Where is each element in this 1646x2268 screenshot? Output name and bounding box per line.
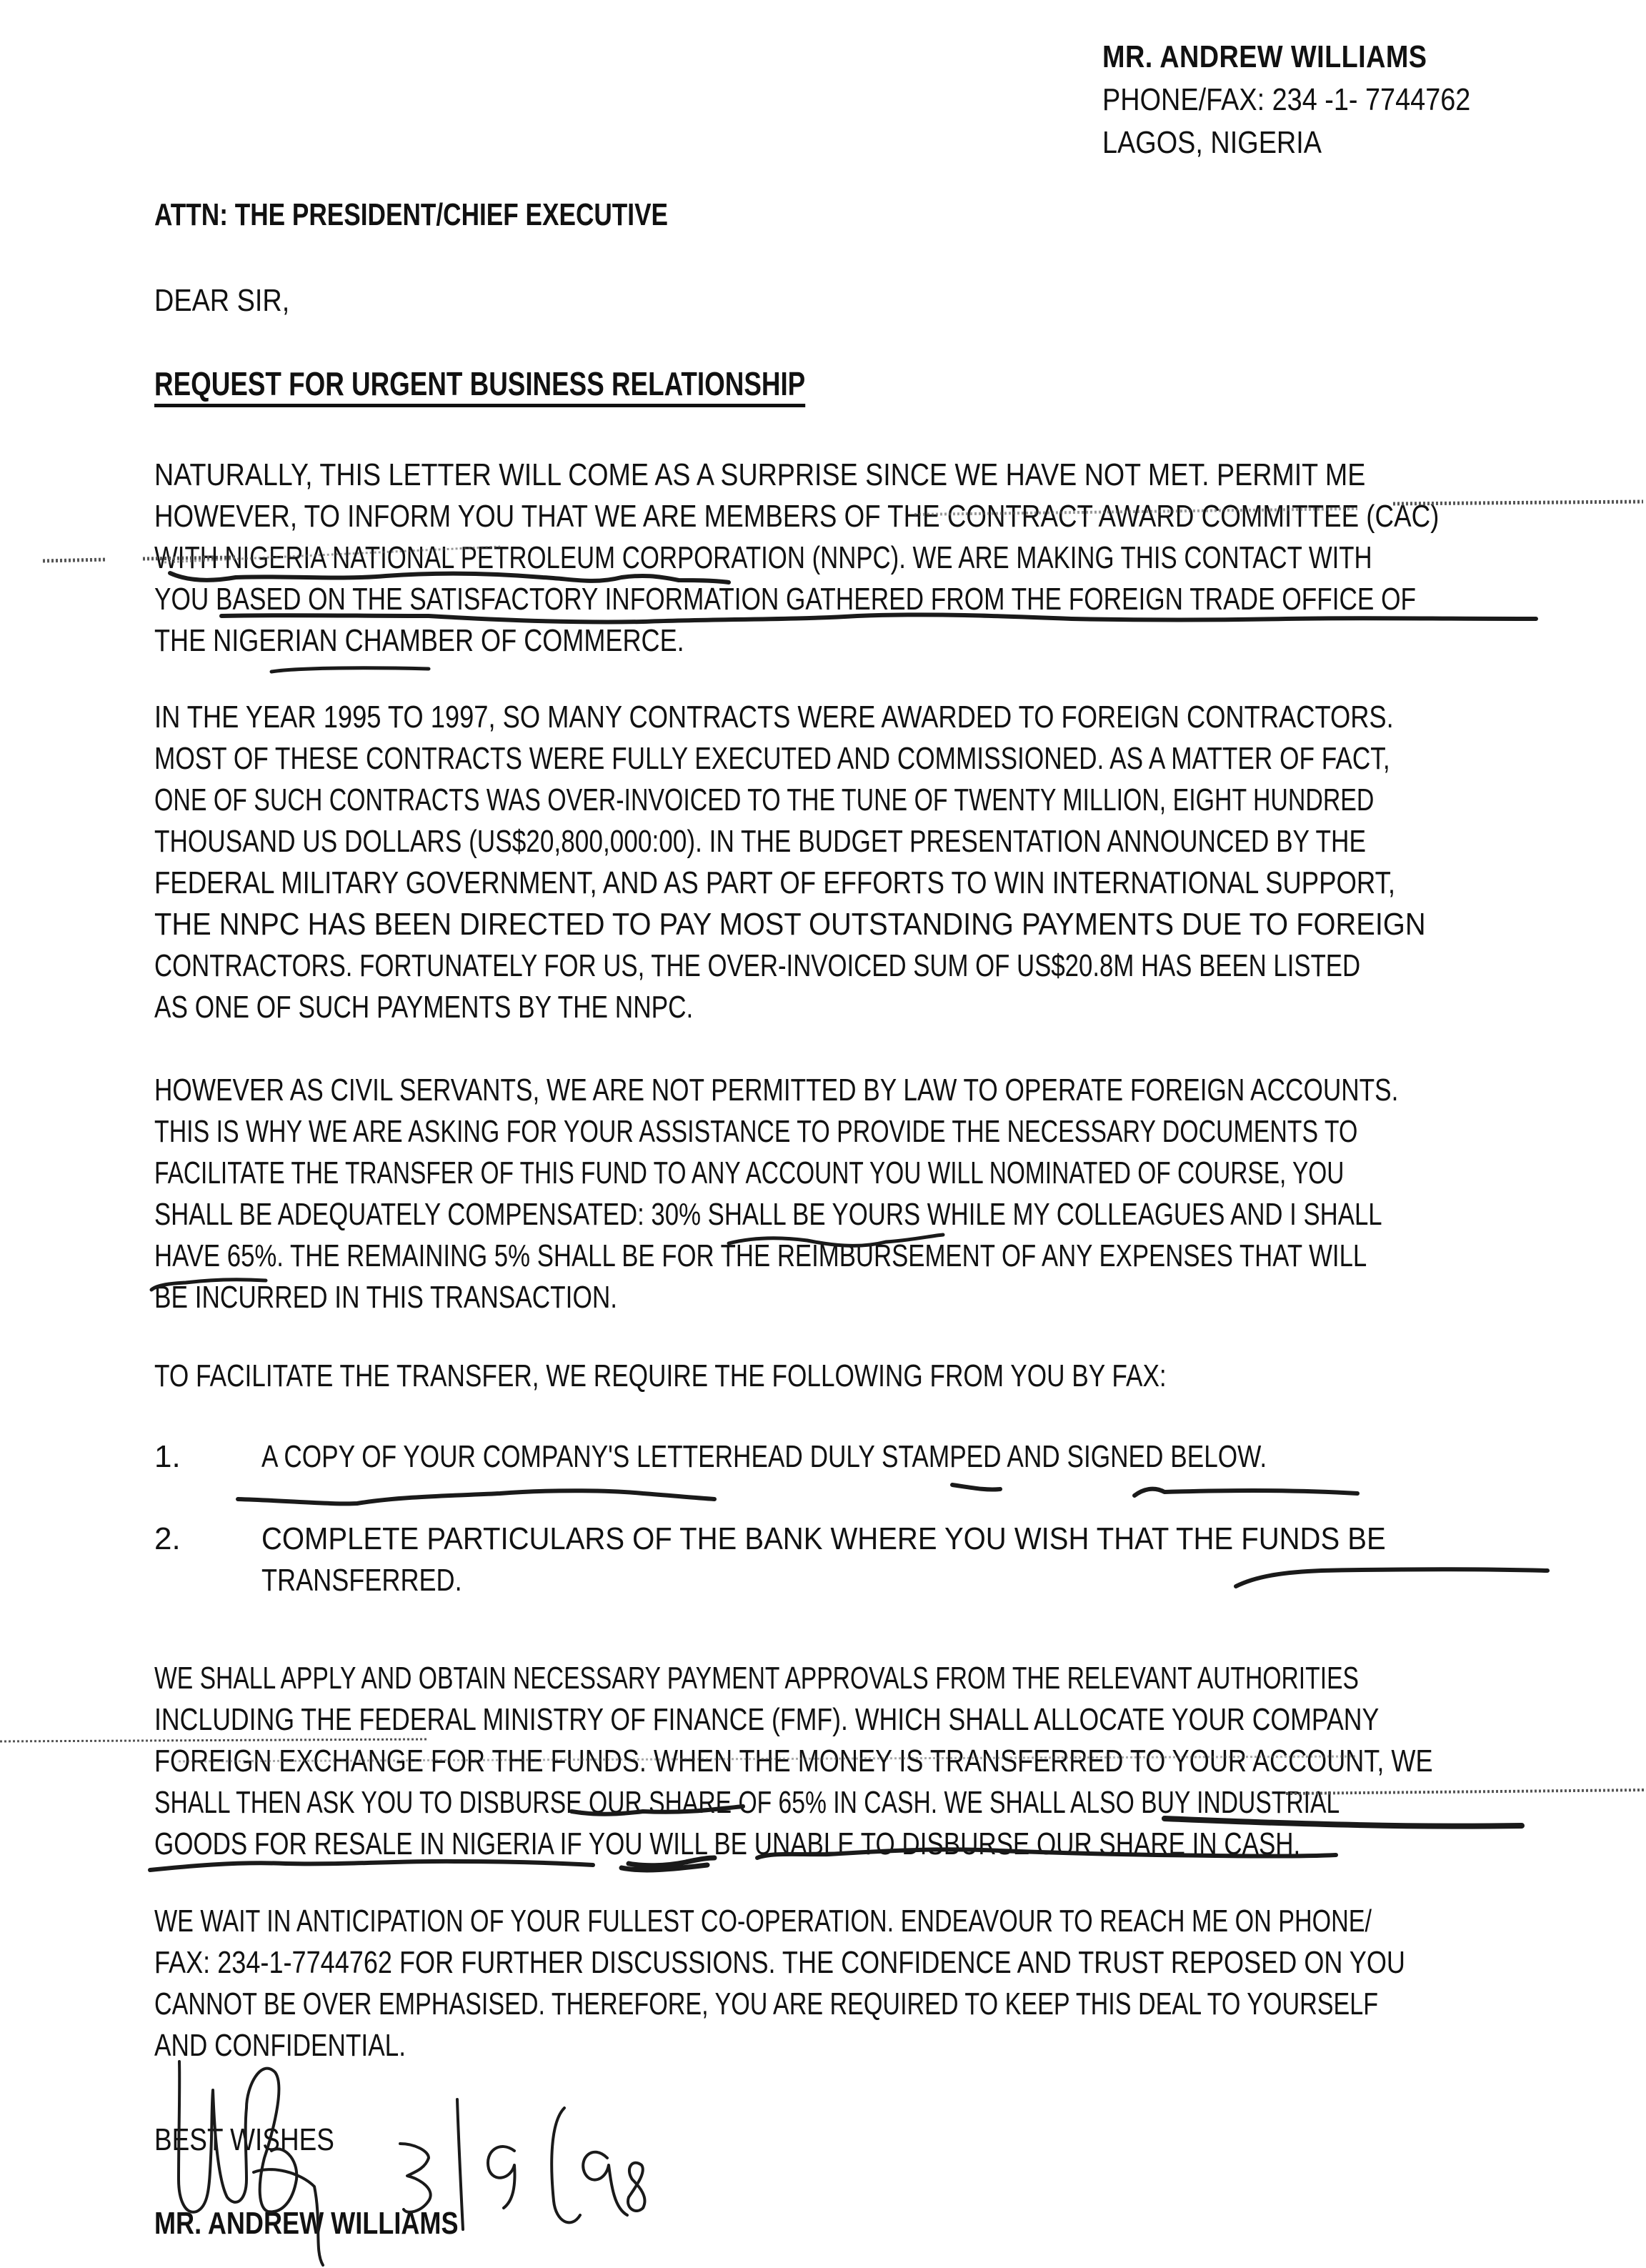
list-number: 2. [154,1521,181,1556]
subject-text: REQUEST FOR URGENT BUSINESS RELATIONSHIP [154,365,805,407]
paragraph-line: ONE OF SUCH CONTRACTS WAS OVER-INVOICED TO THE TUNE OF TWENTY MILLION, EIGHT HUNDRED [154,782,1375,817]
sender-phone-fax: PHONE/FAX: 234 -1- 7744762 [1102,82,1471,117]
paragraph-line: WITH NIGERIA NATIONAL PETROLEUM CORPORATION (NNPC). WE ARE MAKING THIS CONTACT WITH [154,540,1372,575]
requirement-item-1 [154,1436,1612,1479]
paragraph-intro [154,454,1612,662]
requirement-text: A COPY OF YOUR COMPANY'S LETTERHEAD DULY STAMPED AND SIGNED BELOW. [261,1439,1267,1474]
paragraph-line: FAX: 234-1-7744762 FOR FURTHER DISCUSSIONS. THE CONFIDENCE AND TRUST REPOSED ON YOU [154,1945,1405,1980]
hand-underline [1134,1489,1357,1496]
paragraph-line: TO FACILITATE THE TRANSFER, WE REQUIRE THE FOLLOWING FROM YOU BY FAX: [154,1358,1167,1393]
closing-text: BEST WISHES [154,2122,334,2157]
paragraph-line: FEDERAL MILITARY GOVERNMENT, AND AS PART OF EFFORTS TO WIN INTERNATIONAL SUPPORT, [154,865,1396,900]
list-number: 1. [154,1439,181,1474]
salutation [154,280,1612,322]
closing [154,2119,1612,2161]
paragraph-line: CANNOT BE OVER EMPHASISED. THEREFORE, YOU ARE REQUIRED TO KEEP THIS DEAL TO YOURSELF [154,1986,1379,2021]
paragraph-line: SHALL BE ADEQUATELY COMPENSATED: 30% SHALL BE YOURS WHILE MY COLLEAGUES AND I SHALL [154,1197,1382,1232]
paragraph-line: GOODS FOR RESALE IN NIGERIA IF YOU WILL BE UNABLE TO DISBURSE OUR SHARE IN CASH. [154,1826,1301,1861]
hand-underline [238,1485,1000,1503]
paragraph-line: HOWEVER AS CIVIL SERVANTS, WE ARE NOT PERMITTED BY LAW TO OPERATE FOREIGN ACCOUNTS. [154,1073,1399,1108]
paragraph-line: IN THE YEAR 1995 TO 1997, SO MANY CONTRACTS WERE AWARDED TO FOREIGN CONTRACTORS. [154,700,1394,735]
attn-text: ATTN: THE PRESIDENT/CHIEF EXECUTIVE [154,197,669,232]
subject-heading [154,363,1612,404]
paragraph-line: MOST OF THESE CONTRACTS WERE FULLY EXECUTED AND COMMISSIONED. AS A MATTER OF FACT, [154,741,1390,776]
paragraph-line: SHALL THEN ASK YOU TO DISBURSE OUR SHARE OF 65% IN CASH. WE SHALL ALSO BUY INDUSTRIAL [154,1785,1340,1820]
paragraph-line: THIS IS WHY WE ARE ASKING FOR YOUR ASSISTANCE TO PROVIDE THE NECESSARY DOCUMENTS TO [154,1114,1358,1149]
paragraph-line: CONTRACTORS. FORTUNATELY FOR US, THE OVER-INVOICED SUM OF US$20.8M HAS BEEN LISTED [154,948,1361,983]
requirement-text: TRANSFERRED. [261,1563,462,1598]
paragraph-line: THOUSAND US DOLLARS (US$20,800,000:00). IN THE BUDGET PRESENTATION ANNOUNCED BY THE [154,824,1366,859]
attention-line [154,194,1612,236]
paragraph-line: HAVE 65%. THE REMAINING 5% SHALL BE FOR THE REIMBURSEMENT OF ANY EXPENSES THAT WILL [154,1238,1367,1273]
paragraph-approvals [154,1658,1612,1865]
paragraph-line: BE INCURRED IN THIS TRANSACTION. [154,1280,618,1315]
signatory-name: MR. ANDREW WILLIAMS [154,2206,459,2241]
paragraph-line: YOU BASED ON THE SATISFACTORY INFORMATION GATHERED FROM THE FOREIGN TRADE OFFICE OF [154,582,1417,617]
paragraph-line: AND CONFIDENTIAL. [154,2028,406,2063]
paragraph-line: WE WAIT IN ANTICIPATION OF YOUR FULLEST CO-OPERATION. ENDEAVOUR TO REACH ME ON PHONE/ [154,1904,1372,1939]
paragraph-line: INCLUDING THE FEDERAL MINISTRY OF FINANCE (FMF). WHICH SHALL ALLOCATE YOUR COMPANY [154,1702,1380,1737]
paragraph-closing [154,1901,1612,2066]
salutation-text: DEAR SIR, [154,283,290,318]
paragraph-line: FOREIGN EXCHANGE FOR THE FUNDS. WHEN THE MONEY IS TRANSFERRED TO YOUR ACCOUNT, WE [154,1744,1433,1779]
sender-name: MR. ANDREW WILLIAMS [1102,39,1427,74]
paragraph-line: NATURALLY, THIS LETTER WILL COME AS A SURPRISE SINCE WE HAVE NOT MET. PERMIT ME [154,457,1366,492]
paragraph-line: THE NNPC HAS BEEN DIRECTED TO PAY MOST OUTSTANDING PAYMENTS DUE TO FOREIGN [154,907,1426,942]
paragraph-line: AS ONE OF SUCH PAYMENTS BY THE NNPC. [154,990,694,1025]
requirement-item-2 [154,1518,1612,1604]
paragraph-requirements-intro [154,1356,1612,1397]
paragraph-line: FACILITATE THE TRANSFER OF THIS FUND TO ANY ACCOUNT YOU WILL NOMINATED OF COURSE, YOU [154,1155,1345,1190]
paragraph-line: THE NIGERIAN CHAMBER OF COMMERCE. [154,623,684,658]
paragraph-line: WE SHALL APPLY AND OBTAIN NECESSARY PAYMENT APPROVALS FROM THE RELEVANT AUTHORITIES [154,1661,1359,1696]
letterhead [1102,36,1530,164]
sender-location: LAGOS, NIGERIA [1102,125,1322,160]
paragraph-contracts [154,697,1612,1028]
requirement-text: COMPLETE PARTICULARS OF THE BANK WHERE YOU WISH THAT THE FUNDS BE [261,1521,1386,1556]
paragraph-line: HOWEVER, TO INFORM YOU THAT WE ARE MEMBERS OF THE CONTRACT AWARD COMMITTEE (CAC) [154,499,1440,534]
paragraph-compensation [154,1070,1612,1318]
hand-underline [271,668,429,672]
signatory [154,2203,1612,2244]
